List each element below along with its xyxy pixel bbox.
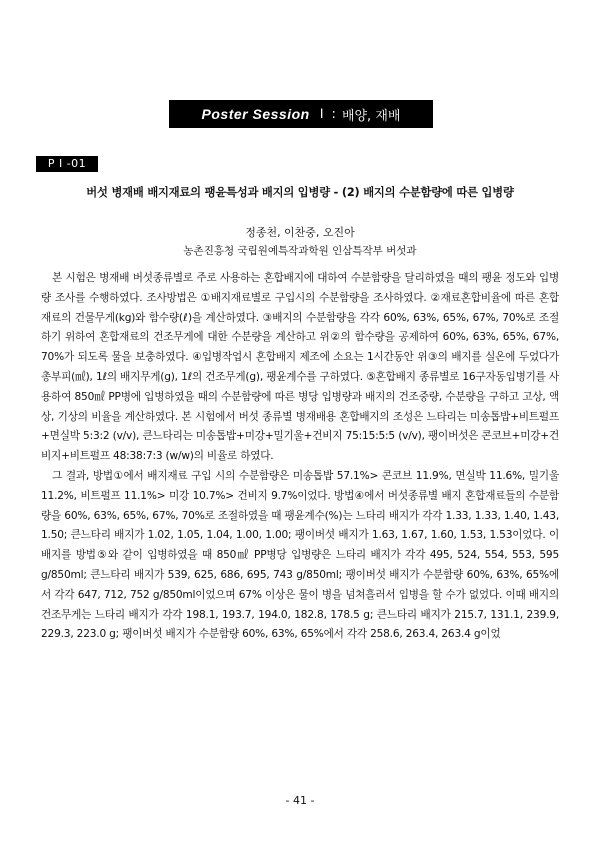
abstract-paragraph-1: 본 시험은 병재배 버섯종류별로 주로 사용하는 혼합배지에 대하여 수분함량을 달리하였을 때의 팽윤 정도와 입병량 조사를 수행하였다. 조사방법은 ①배지재료별로 구입시의 수분함량을 조사하였다. ②재료혼합비율에 따른 혼합재료의 건물무게(kg)와 함수량(ℓ)을 계산하였다. ③배지의 수분함량을 각각 60%, 63%, 65%, 67%, 70%로 조절하기 위하여 혼합재료의 건조무게에 대한 수분량을 계산하고 위②의 함수량을 공제하여 60%, 63%, 65%, 67%, 70%가 되도록 물을 보충하였다. ④입병작업시 혼합배지 제조에 소요는 1시간동안 위③의 배지를 실온에 두었다가 총부피(㎖), 1ℓ의 배지무게(g), 1ℓ의 건조무게(g), 팽윤계수를 구하였다. ⑤혼합배지 종류별로 16구자동입병기를 사용하여 850㎖ PP병에 입병하였을 때의 수분함량에 따른 병당 입병량과 배지의 건조중량, 수분량을 구하고 고상, 액상, 기상의 비율을 계산하였다. 본 시험에서 버섯 종류별 병재배용 혼합배지의 조성은 느타리는 미송톱밥+비트펄프+면실박 5:3:2 (v/v), 큰느타리는 미송톱밥+미강+밀기울+건비지 75:15:5:5 (v/v), 팽이버섯은 콘코브+미강+건비지+비트펄프 48:38:7:3 (w/w)의 비율로 하였다. — [41, 272, 559, 463]
affiliation: 농촌진흥청 국립원예특작과학원 인삼특작부 버섯과 — [183, 245, 417, 257]
page-number: - 41 - — [285, 794, 315, 807]
session-label-en: Poster Session — [201, 106, 310, 122]
poster-id-badge: P I -01 — [36, 156, 98, 172]
abstract-paragraph-2: 그 결과, 방법①에서 배지재료 구입 시의 수분함량은 미송톱밥 57.1%> 콘코브 11.9%, 면실박 11.6%, 밀기울 11.2%, 비트펄프 11.1%> 미강 10.7%> 건비지 9.7%이었다. 방법④에서 버섯종류별 배지 혼합재료들의 수분함량을 60%, 63%, 65%, 67%, 70%로 조절하였을 때 팽윤계수(%)는 느타리 배지가 각각 1.33, 1.33, 1.40, 1.43, 1.50; 큰느타리 배지가 1.02, 1.05, 1.04, 1.00, 1.00; 팽이버섯 배지가 1.63, 1.67, 1.60, 1.53, 1.53이었다. 이 배지를 방법⑤와 같이 입병하였을 때 850㎖ PP병당 입병량은 느타리 배지가 각각 495, 524, 554, 553, 595 g/850ml; 큰느타리 배지가 539, 625, 686, 695, 743 g/850ml; 팽이버섯 배지가 수분함량 60%, 63%, 65%에서 각각 647, 712, 752 g/850ml이었으며 67% 이상은 물이 병을 넘쳐흘러서 입병을 할 수가 없었다. 이때 배지의 건조무게는 느타리 배지가 각각 198.1, 193.7, 194.0, 182.8, 178.5 g; 큰느타리 배지가 215.7, 131.1, 239.9, 229.3, 223.0 g; 팽이버섯 배지가 수분함량 60%, 63%, 65%에서 각각 258.6, 263.4, 263.4 g이었 — [41, 469, 559, 641]
session-label-ko: 배양, 재배 — [341, 108, 401, 124]
paper-title: 버섯 병재배 배지재료의 팽윤특성과 배지의 입병량 - (2) 배지의 수분함량에 따른 입병량 — [86, 186, 514, 199]
session-colon: : — [331, 106, 336, 122]
session-banner — [169, 100, 433, 128]
session-number: Ⅰ — [319, 106, 324, 121]
author-list: 정종천, 이찬중, 오진아 — [245, 226, 355, 239]
abstract-body — [41, 269, 559, 645]
